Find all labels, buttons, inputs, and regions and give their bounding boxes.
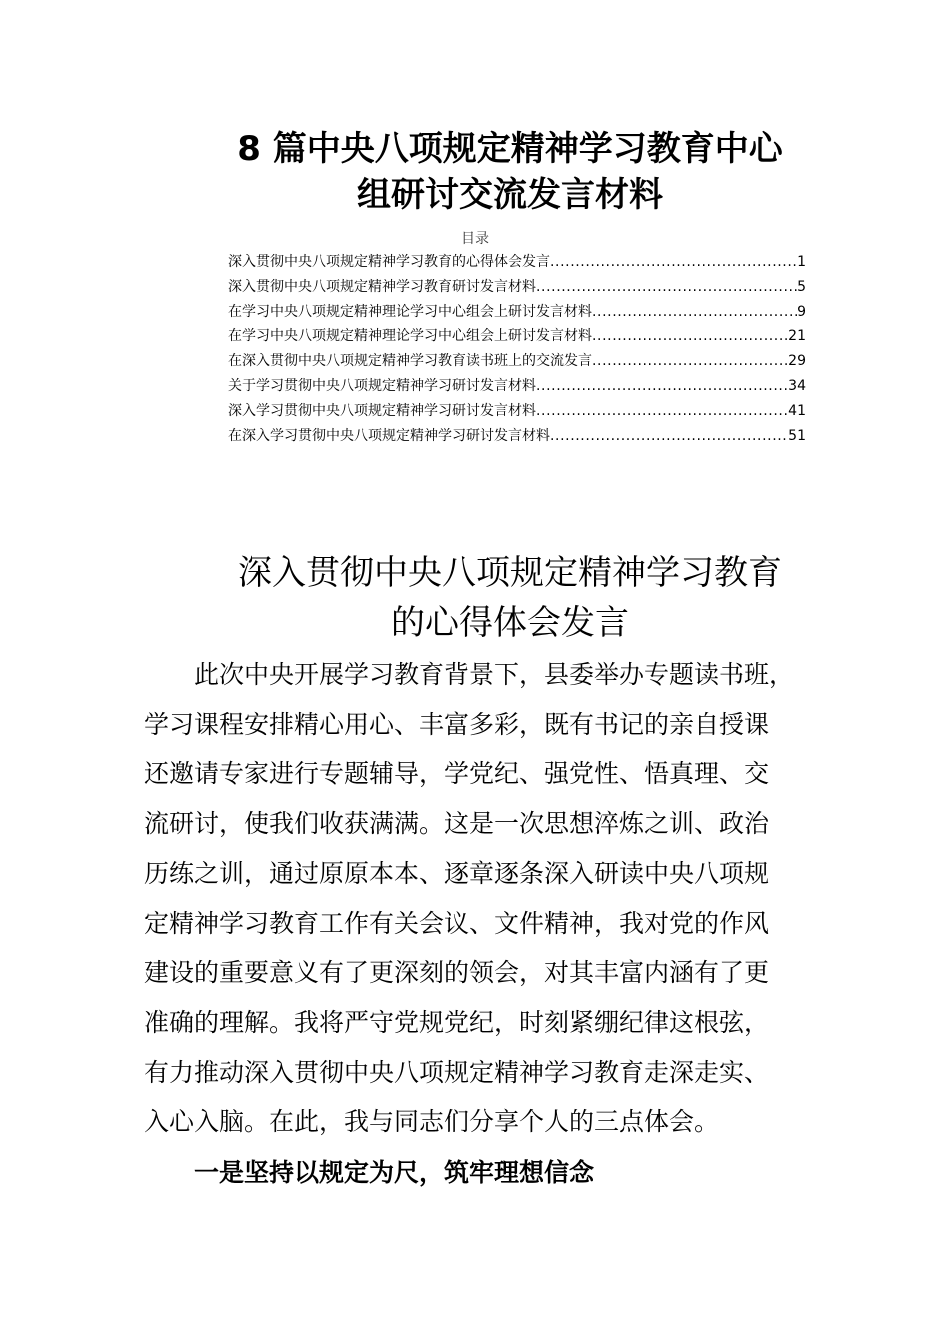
toc-entry-title: 在深入学习贯彻中央八项规定精神学习研讨发言材料 [228, 427, 550, 444]
toc-entry-page: 41 [788, 402, 806, 419]
toc-entry-title: 深入学习贯彻中央八项规定精神学习研讨发言材料 [228, 402, 536, 419]
toc-leader-dots [536, 275, 797, 300]
toc-leader-dots [592, 300, 797, 325]
document-title-line: 8 篇中央八项规定精神学习教育中心 [237, 129, 783, 169]
article-paragraph [144, 650, 816, 1147]
toc-entry-page: 34 [788, 377, 806, 394]
toc-entry-title: 关于学习贯彻中央八项规定精神学习研讨发言材料 [228, 377, 536, 394]
toc-leader-dots [536, 399, 788, 424]
toc-leader-dots [536, 374, 788, 399]
paragraph-line: 此次中央开展学习教育背景下，县委举办专题读书班， [194, 660, 795, 689]
toc-entry-page: 5 [797, 278, 806, 295]
toc-heading: 目录 [461, 231, 489, 247]
toc-entry-title: 深入贯彻中央八项规定精神学习教育研讨发言材料 [228, 278, 536, 295]
toc-entry-title: 在深入贯彻中央八项规定精神学习教育读书班上的交流发言 [228, 353, 592, 370]
toc-entry-page: 29 [788, 353, 806, 370]
toc-entry[interactable] [228, 349, 806, 374]
article-title [140, 548, 880, 648]
toc-entry-page: 9 [797, 303, 806, 320]
document-title-line: 组研讨交流发言材料 [357, 175, 663, 215]
toc-entry[interactable] [228, 300, 806, 325]
paragraph-line: 建设的重要意义有了更深刻的领会，对其丰富内涵有了更 [144, 958, 770, 988]
paragraph-line: 流研讨，使我们收获满满。这是一次思想淬炼之训、政治 [144, 809, 770, 839]
toc-entry[interactable] [228, 275, 806, 300]
article-title-line: 深入贯彻中央八项规定精神学习教育 [238, 553, 782, 593]
toc-entry-page: 21 [788, 328, 806, 345]
toc-leader-dots [592, 324, 788, 349]
toc-entry-title: 在学习中央八项规定精神理论学习中心组会上研讨发言材料 [228, 303, 592, 320]
table-of-contents [228, 250, 806, 448]
toc-entry[interactable] [228, 374, 806, 399]
toc-entry-page: 51 [788, 427, 806, 444]
toc-leader-dots [550, 424, 788, 449]
toc-entry-page: 1 [797, 254, 806, 270]
toc-entry-title: 深入贯彻中央八项规定精神学习教育的心得体会发言 [228, 254, 550, 270]
toc-entry-title: 在学习中央八项规定精神理论学习中心组会上研讨发言材料 [228, 328, 592, 345]
paragraph-line: 定精神学习教育工作有关会议、文件精神，我对党的作风 [144, 908, 770, 938]
toc-leader-dots [550, 250, 797, 275]
paragraph-line: 学习课程安排精心用心、丰富多彩，既有书记的亲自授课 [144, 709, 770, 739]
document-title [140, 126, 880, 218]
section-heading: 一是坚持以规定为尺，筑牢理想信念 [194, 1158, 595, 1187]
article-title-line: 的心得体会发言 [391, 603, 629, 643]
paragraph-line: 入心入脑。在此，我与同志们分享个人的三点体会。 [144, 1107, 720, 1137]
toc-entry[interactable] [228, 424, 806, 449]
toc-entry[interactable] [228, 250, 806, 275]
paragraph-line: 有力推动深入贯彻中央八项规定精神学习教育走深走实、 [144, 1057, 770, 1087]
toc-leader-dots [592, 349, 788, 374]
toc-entry[interactable] [228, 399, 806, 424]
paragraph-line: 还邀请专家进行专题辅导，学党纪、强党性、悟真理、交 [144, 759, 770, 789]
toc-entry[interactable] [228, 324, 806, 349]
paragraph-line: 准确的理解。我将严守党规党纪，时刻紧绷纪律这根弦， [144, 1007, 770, 1037]
paragraph-line: 历练之训，通过原原本本、逐章逐条深入研读中央八项规 [144, 858, 770, 888]
